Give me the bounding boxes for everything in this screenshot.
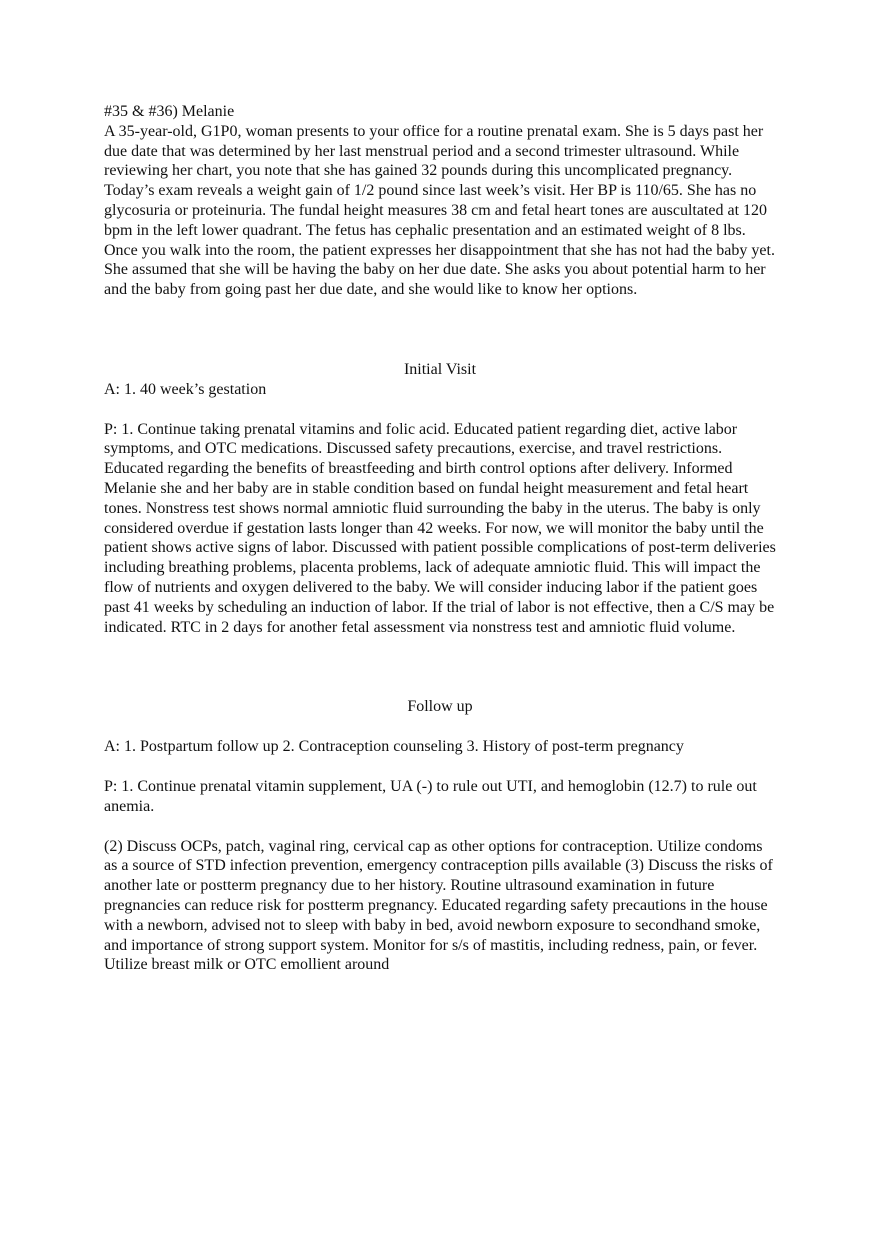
spacer (104, 637, 776, 697)
case-description: A 35-year-old, G1P0, woman presents to your office for a routine prenatal exam. She is 5 days past her due date that was determined by her last menstrual period and a second trimester ultrasound. While reviewing her chart, you note that she has gained 32 pounds during this uncomplicated pregnancy. Today’s exam reveals a weight gain of 1/2 pound since last week’s visit. Her BP is 110/65. She has no glycosuria or proteinuria. The fundal height measures 38 cm and fetal heart tones are auscultated at 120 bpm in the left lower quadrant. The fetus has cephalic presentation and an estimated weight of 8 lbs. Once you walk into the room, the patient expresses her disappointment that she has not had the baby yet. She assumed that she will be having the baby on her due date. She asks you about potential harm to her and the baby from going past her due date, and she would like to know her options. (104, 122, 775, 299)
document-page (104, 102, 776, 975)
spacer (104, 717, 776, 737)
spacer (104, 757, 776, 777)
initial-visit-assessment: A: 1. 40 week’s gestation (104, 380, 267, 398)
follow-up-assessment: A: 1. Postpartum follow up 2. Contraception counseling 3. History of post-term pregnancy (104, 738, 684, 756)
spacer (104, 400, 776, 420)
follow-up-heading: Follow up (407, 698, 473, 716)
spacer (104, 300, 776, 360)
follow-up-plan-1: P: 1. Continue prenatal vitamin supplement, UA (-) to rule out UTI, and hemoglobin (12.7) to rule out anemia. (104, 777, 757, 815)
initial-visit-plan: P: 1. Continue taking prenatal vitamins and folic acid. Educated patient regarding diet, active labor symptoms, and OTC medications. Discussed safety precautions, exercise, and travel restrictions. Educated regarding the benefits of breastfeeding and birth control options after delivery. Informed Melanie she and her baby are in stable condition based on fundal height measurement and fetal heart tones. Nonstress test shows normal amniotic fluid surrounding the baby in the uterus. The baby is only considered overdue if gestation lasts longer than 42 weeks. For now, we will monitor the baby until the patient shows active signs of labor. Discussed with patient possible complications of post-term deliveries including breathing problems, placenta problems, lack of adequate amniotic fluid. This will impact the flow of nutrients and oxygen delivered to the baby. We will consider inducing labor if the patient goes past 41 weeks by scheduling an induction of labor. If the trial of labor is not effective, then a C/S may be indicated. RTC in 2 days for another fetal assessment via nonstress test and amniotic fluid volume. (104, 420, 776, 636)
initial-visit-heading: Initial Visit (403, 360, 477, 378)
spacer (104, 817, 776, 837)
follow-up-plan-2: (2) Discuss OCPs, patch, vaginal ring, cervical cap as other options for contraception. Utilize condoms as a source of STD infection prevention, emergency contraception pills available (3) Discuss the risks of another late or postterm pregnancy due to her history. Routine ultrasound examination in future pregnancies can reduce risk for postterm pregnancy. Educated regarding safety precautions in the house with a newborn, advised not to sleep with baby in bed, avoid newborn exposure to secondhand smoke, and importance of strong support system. Monitor for s/s of mastitis, including redness, pain, or fever. Utilize breast milk or OTC emollient around (104, 837, 773, 974)
case-title: #35 & #36) Melanie (104, 103, 235, 120)
